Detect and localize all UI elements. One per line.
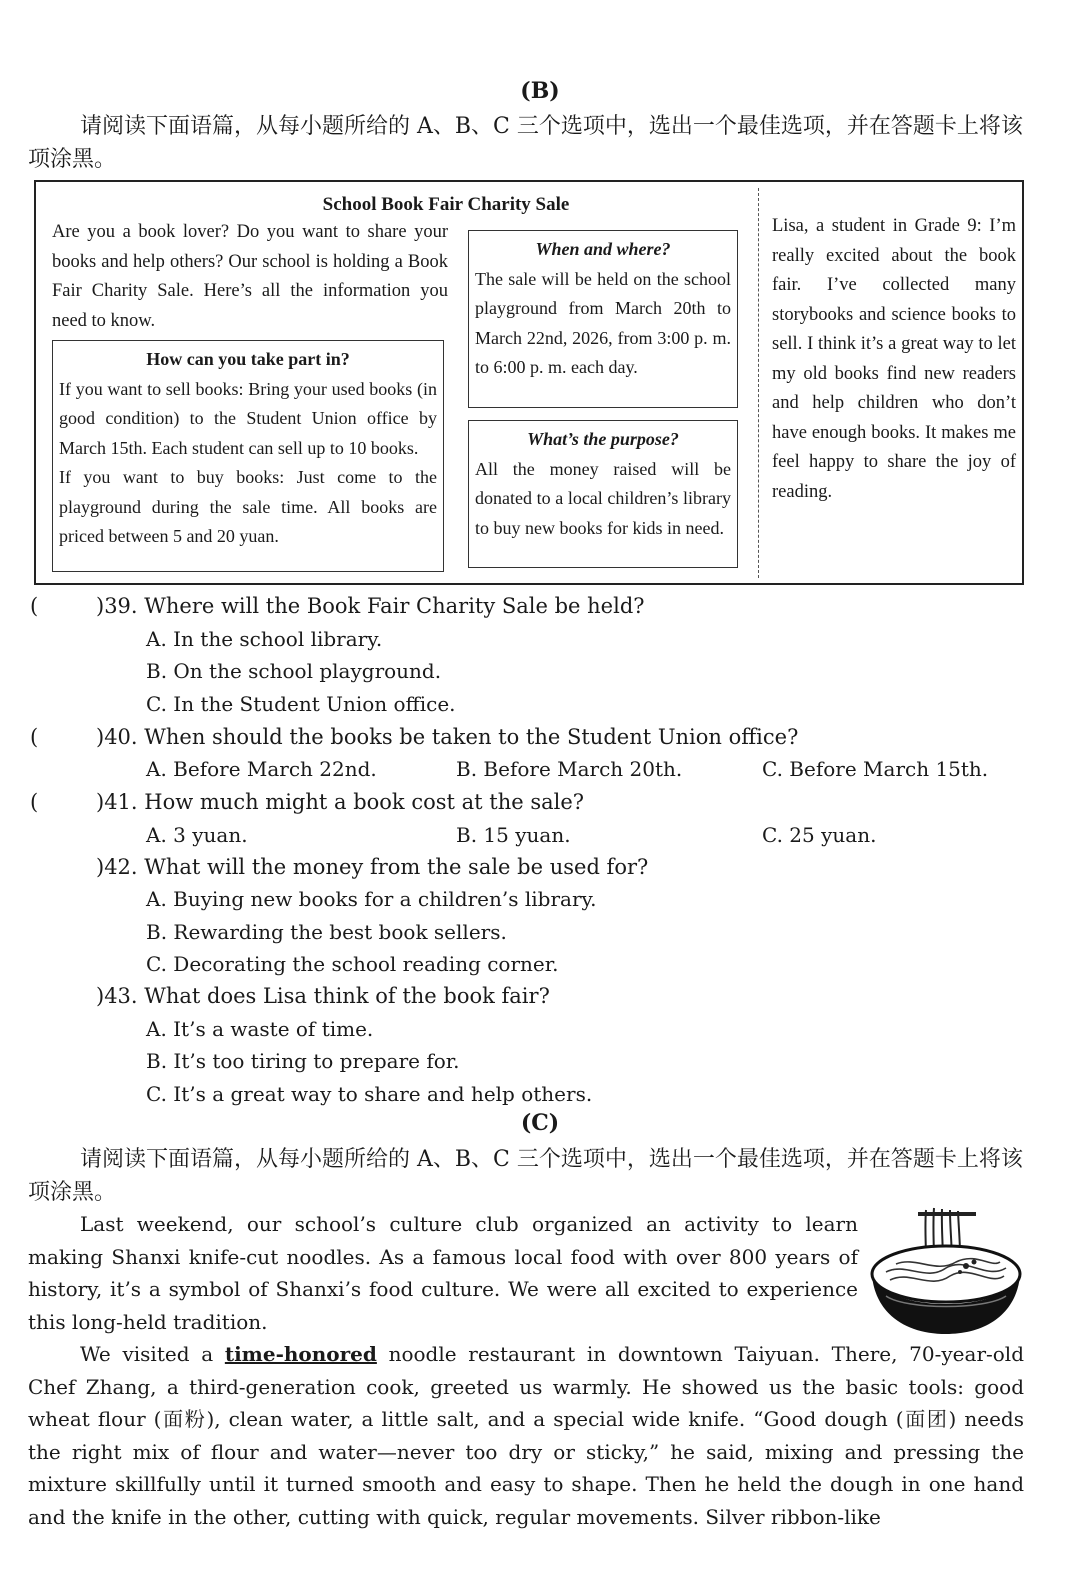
time-honored-word: time-honored [224,1342,377,1366]
section-b-instructions: 请阅读下面语篇，从每小题所给的 A、B、C 三个选项中，选出一个最佳选项，并在答题卡上将该项涂黑。 [28,114,1023,172]
section-c-instructions: 请阅读下面语篇，从每小题所给的 A、B、C 三个选项中，选出一个最佳选项，并在答题卡上将该项涂黑。 [28,1147,1023,1205]
lisa-comment: Lisa, a student in Grade 9: I’m really excited about the book fair. I’ve collected many storybooks and science books to sell. I think it’s a great way to let my old books find new readers and help children who don’t have enough books. It makes me feel happy to share the joy of reading. [772,216,1016,502]
question-40 [30,721,1040,753]
passage-paragraph-2 [28,1338,1024,1533]
noodle-bowl-icon [866,1206,1026,1338]
option-40-b: B. Before March 20th. [456,757,683,781]
answer-blank[interactable]: ( [30,725,39,749]
question-41 [30,786,1040,818]
paragraph-2-rest: noodle restaurant in downtown Taiyuan. There, 70-year-old Chef Zhang, a third-generation cook, greeted us warmly. He showed us the basic tools: good wheat flour (面粉), clean water, a little salt, and a special wide knife. “Good dough (面团) needs the right mix of flour and water—never too dry or sticky,” he said, mixing and pressing the mixture skillfully until it turned smooth and easy to shape. Then he held the dough in one hand and the knife in the other, cutting with quick, regular movements. Silver ribbon-like [28,1342,1025,1529]
section-b-label: (B) [520,78,560,104]
option-41-b: B. 15 yuan. [456,823,571,847]
charity-sale-ad [34,180,1024,585]
take-part-buy: If you want to buy books: Just come to the playground during the sale time. All books are priced between 5 and 20 yuan. [59,467,437,546]
ad-intro: Are you a book lover? Do you want to share your books and help others? Our school is holding a Book Fair Charity Sale. Here’s all the information you need to know. [52,222,448,331]
ad-divider [758,188,759,578]
when-where-heading: When and where? [535,239,671,259]
when-where-box [468,230,738,408]
purpose-heading: What’s the purpose? [527,429,679,449]
paragraph-2-start: We visited a [80,1342,225,1366]
section-c-label: (C) [520,1110,560,1136]
option-42-c: C. Decorating the school reading corner. [146,952,559,976]
purpose-text: All the money raised will be donated to a local children’s library to buy new books for kids in need. [475,458,731,538]
noodle-bowl-illustration [866,1206,1026,1338]
answer-blank[interactable]: ( [30,790,39,814]
ad-title: School Book Fair Charity Sale [322,194,570,215]
option-43-a: A. It’s a waste of time. [146,1017,374,1041]
option-39-b: B. On the school playground. [146,659,442,683]
question-number: )43. [96,984,138,1008]
question-text: What will the money from the sale be used for? [144,855,649,879]
passage-paragraph-1: Last weekend, our school’s culture club organized an activity to learn making Shanxi knife-cut noodles. As a famous local food with over 800 years of history, it’s a symbol of Shanxi’s food culture. We were all excited to experience this long-held tradition. [28,1212,858,1334]
question-39 [30,590,1040,622]
question-43 [30,980,1040,1012]
option-41-a: A. 3 yuan. [146,823,248,847]
when-where-text: The sale will be held on the school playground from March 20th to March 22nd, 2026, from 3:00 p. m. to 6:00 p. m. each day. [475,268,731,377]
question-number: )40. [96,725,138,749]
take-part-box [52,340,444,572]
question-number: )39. [96,594,138,618]
option-39-c: C. In the Student Union office. [146,692,456,716]
question-text: What does Lisa think of the book fair? [144,984,550,1008]
question-number: )42. [96,855,138,879]
question-text: How much might a book cost at the sale? [144,790,585,814]
question-number: )41. [96,790,138,814]
option-43-b: B. It’s too tiring to prepare for. [146,1049,460,1073]
question-text: Where will the Book Fair Charity Sale be held? [144,594,645,618]
question-text: When should the books be taken to the Student Union office? [144,725,799,749]
option-40-c: C. Before March 15th. [762,757,989,781]
question-42 [30,851,1040,883]
option-42-a: A. Buying new books for a children’s library. [146,887,597,911]
take-part-sell: If you want to sell books: Bring your used books (in good condition) to the Student Union office by March 15th. Each student can sell up to 10 books. [59,378,437,458]
option-43-c: C. It’s a great way to share and help others. [146,1082,593,1106]
option-42-b: B. Rewarding the best book sellers. [146,920,507,944]
answer-blank[interactable]: ( [30,594,39,618]
option-39-a: A. In the school library. [146,627,383,651]
option-41-c: C. 25 yuan. [762,823,877,847]
purpose-box [468,420,738,568]
option-40-a: A. Before March 22nd. [146,757,377,781]
take-part-heading: How can you take part in? [146,349,350,369]
